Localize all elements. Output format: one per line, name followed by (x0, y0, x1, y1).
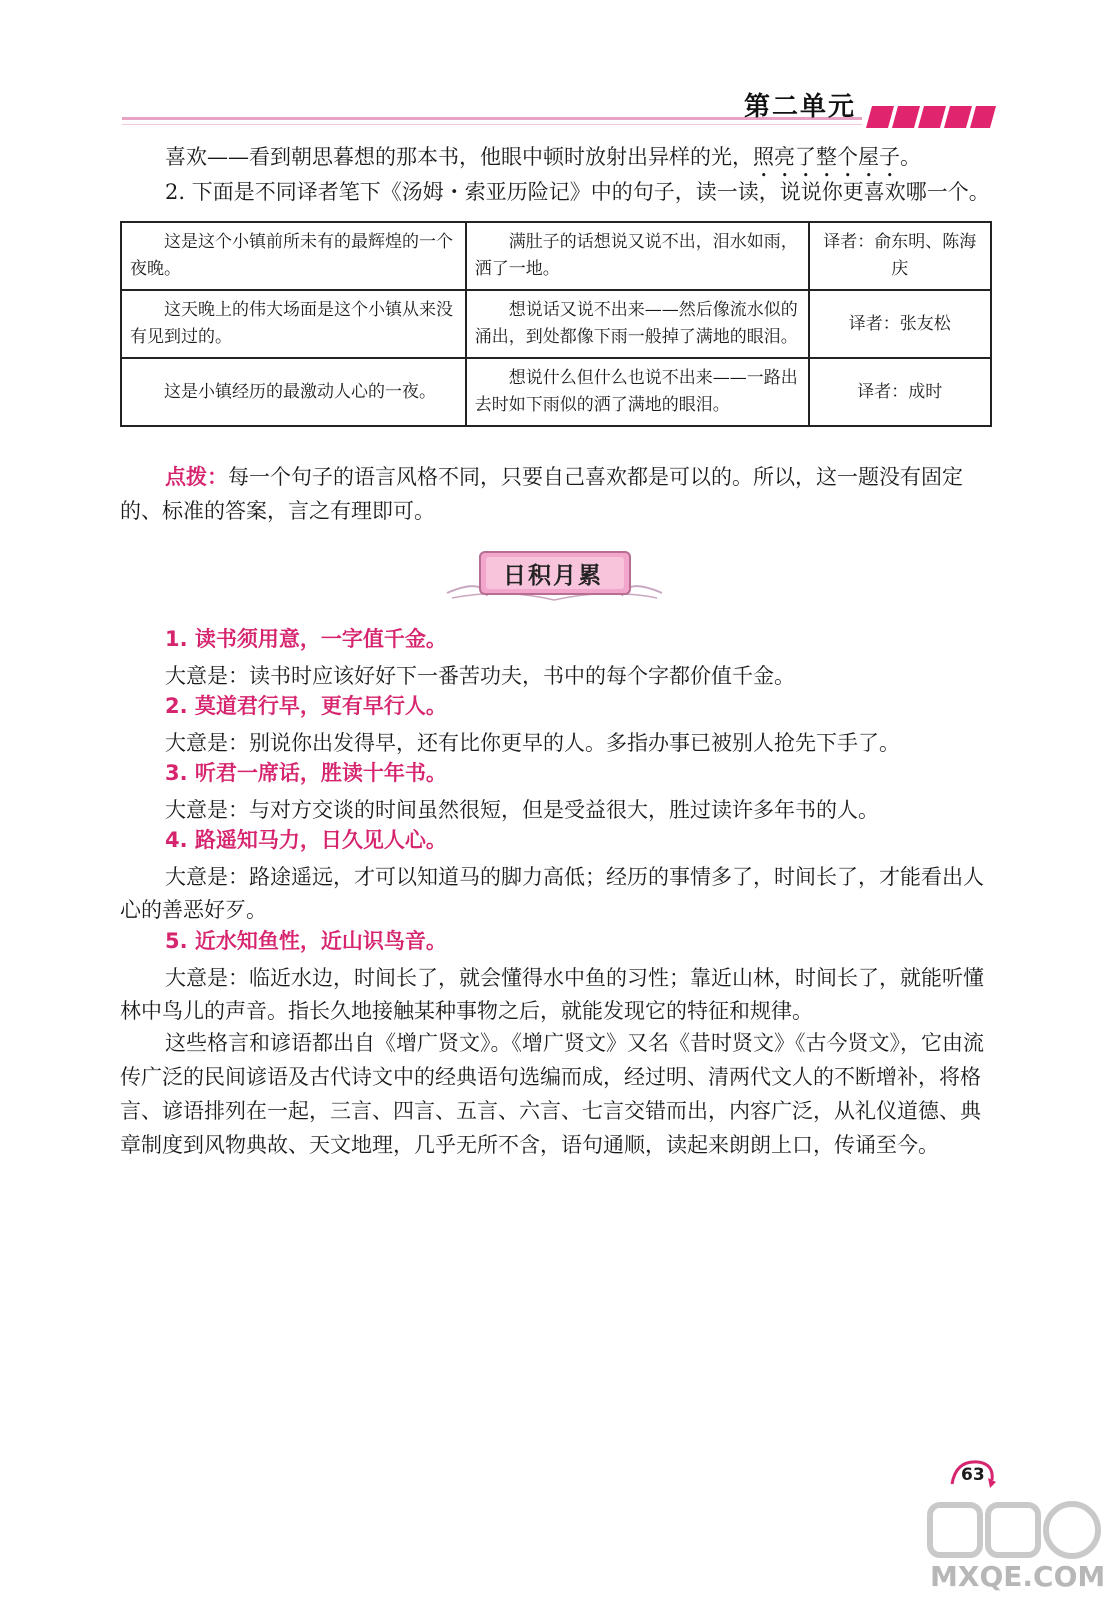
table-row (121, 222, 991, 290)
table-cell: 这是小镇经历的最激动人心的一夜。 (121, 358, 466, 426)
tip-paragraph: 点拨：每一个句子的语言风格不同，只要自己喜欢都是可以的。所以，这一题没有固定的、标准的答案，言之有理即可。 (120, 464, 963, 523)
tip-label: 点拨： (165, 464, 228, 489)
header-rule-thin (122, 124, 862, 125)
table-cell: 想说话又说不出来——然后像流水似的涌出，到处都像下雨一般掉了满地的眼泪。 (466, 290, 809, 358)
question-2: 2. 下面是不同译者笔下《汤姆・索亚历险记》中的句子，读一读，说说你更喜欢哪一个。 (165, 180, 990, 204)
proverb-meaning: 大意是：别说你出发得早，还有比你更早的人。多指办事已被别人抢先下手了。 (165, 731, 900, 755)
unit-title: 第二单元 (744, 92, 857, 122)
table-cell: 满肚子的话想说又说不出，泪水如雨，洒了一地。 (466, 222, 809, 290)
proverb-title: 1. 读书须用意，一字值千金。 (165, 627, 447, 651)
emphasized-phrase: 照亮了整个屋子 (753, 145, 900, 169)
table-row (121, 358, 991, 426)
table-cell: 想说什么但什么也说不出来——一路出去时如下雨似的洒了满地的眼泪。 (466, 358, 809, 426)
proverb-title: 4. 路遥知马力，日久见人心。 (165, 828, 447, 852)
translator-cell: 译者：俞东明、陈海庆 (809, 222, 991, 290)
proverb-meaning: 大意是：临近水边，时间长了，就会懂得水中鱼的习性；靠近山林，时间长了，就能听懂林中鸟儿的声音。指长久地接触某种事物之后，就能发现它的特征和规律。 (120, 966, 984, 1023)
table-row (121, 290, 991, 358)
proverb-title: 5. 近水知鱼性，近山识鸟音。 (165, 929, 447, 953)
translation-table (120, 221, 992, 427)
closing-paragraph: 这些格言和谚语都出自《增广贤文》。《增广贤文》又名《昔时贤文》《古今贤文》，它由流传广泛的民间谚语及古代诗文中的经典语句选编而成，经过明、清两代文人的不断增补，将格言、谚语排列在一起，三言、四言、五言、六言、七言交错而出，内容广泛，从礼仪道德、典章制度到风物典故、天文地理，几乎无所不含，语句通顺，读起来朗朗上口，传诵至今。 (120, 1031, 984, 1157)
translator-cell: 译者：成时 (809, 358, 991, 426)
table-cell: 这是这个小镇前所未有的最辉煌的一个夜晚。 (121, 222, 466, 290)
proverb-meaning: 大意是：与对方交谈的时间虽然很短，但是受益很大，胜过读许多年书的人。 (165, 798, 879, 822)
page-number: 63 (961, 1465, 985, 1485)
translator-cell: 译者：张友松 (809, 290, 991, 358)
proverb-meaning: 大意是：读书时应该好好下一番苦功夫，书中的每个字都价值千金。 (165, 664, 795, 688)
table-cell: 这天晚上的伟大场面是这个小镇从来没有见到过的。 (121, 290, 466, 358)
intro-line: 喜欢——看到朝思暮想的那本书，他眼中顿时放射出异样的光，照亮了整个屋子。 (165, 145, 921, 169)
watermark-text: MXQE.COM (930, 1560, 1106, 1593)
proverb-meaning: 大意是：路途遥远，才可以知道马的脚力高低；经历的事情多了，时间长了，才能看出人心的善恶好歹。 (120, 865, 984, 922)
header-stripes-decoration (866, 106, 996, 128)
section-title: 日积月累 (503, 563, 603, 589)
proverb-title: 2. 莫道君行早，更有早行人。 (165, 694, 447, 718)
proverb-title: 3. 听君一席话，胜读十年书。 (165, 761, 447, 785)
